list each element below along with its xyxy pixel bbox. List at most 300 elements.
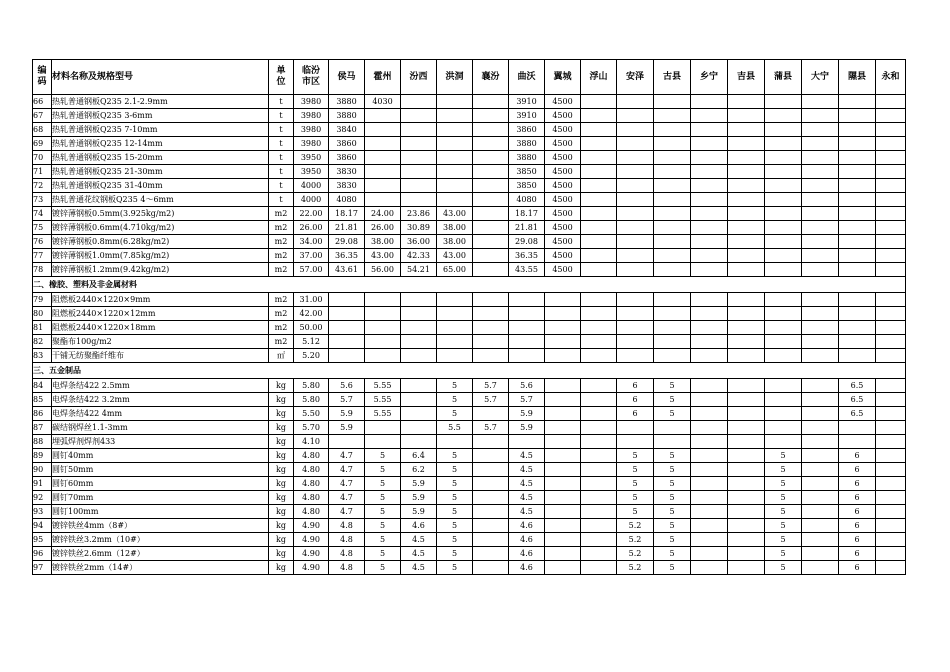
price-cell [617, 95, 654, 109]
price-cell: 5.6 [509, 379, 545, 393]
price-cell [802, 407, 839, 421]
price-cell [581, 249, 617, 263]
item-unit: t [269, 193, 294, 207]
column-header: 曲沃 [509, 60, 545, 95]
price-cell [473, 263, 509, 277]
price-cell: 4030 [365, 95, 401, 109]
price-cell [876, 335, 906, 349]
item-name: 镀锌薄钢板1.2mm(9.42kg/m2) [52, 263, 269, 277]
price-cell: 5.80 [294, 379, 329, 393]
item-name: 电焊条结422 4mm [52, 407, 269, 421]
price-cell [802, 207, 839, 221]
price-cell [691, 349, 728, 363]
price-cell [581, 463, 617, 477]
price-cell [654, 293, 691, 307]
column-header: 汾西 [401, 60, 437, 95]
price-cell [839, 193, 876, 207]
price-cell: 5 [654, 379, 691, 393]
price-cell [437, 435, 473, 449]
price-cell [581, 321, 617, 335]
price-cell [401, 421, 437, 435]
price-cell: 5.55 [365, 407, 401, 421]
price-cell [728, 249, 765, 263]
price-cell: 26.00 [294, 221, 329, 235]
price-cell [654, 95, 691, 109]
item-unit: kg [269, 491, 294, 505]
price-cell: 4.6 [401, 519, 437, 533]
table-row [33, 95, 906, 109]
price-cell: 3950 [294, 165, 329, 179]
price-cell [617, 207, 654, 221]
column-header: 临汾 市区 [294, 60, 329, 95]
price-cell: 5 [765, 477, 802, 491]
item-code: 92 [33, 491, 52, 505]
price-cell [581, 293, 617, 307]
price-cell [765, 335, 802, 349]
price-cell: 3980 [294, 95, 329, 109]
item-code: 87 [33, 421, 52, 435]
price-cell: 5 [365, 463, 401, 477]
price-cell [876, 179, 906, 193]
price-cell [401, 179, 437, 193]
price-cell: 4.5 [401, 561, 437, 575]
price-cell [728, 235, 765, 249]
price-cell [401, 435, 437, 449]
item-name: 热轧普通钢板Q235 15-20mm [52, 151, 269, 165]
price-cell: 4500 [545, 137, 581, 151]
price-cell: 5 [654, 463, 691, 477]
item-code: 79 [33, 293, 52, 307]
price-cell: 5 [654, 533, 691, 547]
price-cell: 4.80 [294, 463, 329, 477]
price-cell: 36.35 [509, 249, 545, 263]
price-cell [509, 435, 545, 449]
price-cell: 5.12 [294, 335, 329, 349]
price-cell [437, 307, 473, 321]
price-cell: 4000 [294, 179, 329, 193]
price-cell [509, 293, 545, 307]
price-cell [876, 463, 906, 477]
price-cell: 38.00 [437, 221, 473, 235]
item-unit: t [269, 179, 294, 193]
price-cell: 3850 [509, 179, 545, 193]
price-cell: 4.8 [329, 533, 365, 547]
item-unit: kg [269, 407, 294, 421]
price-cell [802, 109, 839, 123]
item-name: 埋弧焊剂焊剂433 [52, 435, 269, 449]
price-cell: 54.21 [401, 263, 437, 277]
price-cell [545, 435, 581, 449]
table-row [33, 393, 906, 407]
price-cell [691, 249, 728, 263]
price-cell [365, 123, 401, 137]
price-cell [473, 221, 509, 235]
price-cell: 3850 [509, 165, 545, 179]
price-cell [473, 293, 509, 307]
table-row [33, 221, 906, 235]
price-cell: 3910 [509, 95, 545, 109]
price-cell: 5 [654, 449, 691, 463]
price-cell [581, 519, 617, 533]
price-cell [839, 123, 876, 137]
price-cell: 6.2 [401, 463, 437, 477]
price-cell [581, 123, 617, 137]
price-cell: 6 [839, 449, 876, 463]
price-cell [654, 249, 691, 263]
price-cell [802, 477, 839, 491]
item-name: 圆钉60mm [52, 477, 269, 491]
price-cell [876, 137, 906, 151]
table-row [33, 321, 906, 335]
price-cell [876, 95, 906, 109]
price-cell [654, 123, 691, 137]
item-name: 镀锌铁丝3.2mm（10#） [52, 533, 269, 547]
price-cell [691, 165, 728, 179]
price-cell [802, 151, 839, 165]
price-cell [839, 179, 876, 193]
price-cell [728, 207, 765, 221]
price-cell [654, 263, 691, 277]
price-cell [802, 379, 839, 393]
price-cell [473, 179, 509, 193]
price-cell [765, 109, 802, 123]
table-row [33, 519, 906, 533]
price-cell [839, 95, 876, 109]
price-cell: 5 [365, 477, 401, 491]
column-header: 洪洞 [437, 60, 473, 95]
price-cell [876, 505, 906, 519]
price-cell [765, 151, 802, 165]
price-cell [401, 393, 437, 407]
price-cell [691, 407, 728, 421]
price-cell [802, 491, 839, 505]
price-cell [654, 421, 691, 435]
section-title: 二、橡胶、塑料及非金属材料 [33, 277, 906, 293]
column-header: 吉县 [728, 60, 765, 95]
price-cell [473, 519, 509, 533]
price-cell [876, 109, 906, 123]
price-cell [839, 249, 876, 263]
price-cell [401, 407, 437, 421]
price-cell [437, 349, 473, 363]
price-cell [728, 533, 765, 547]
price-cell: 5.9 [401, 491, 437, 505]
price-cell [545, 505, 581, 519]
price-cell [728, 561, 765, 575]
price-cell [765, 407, 802, 421]
item-unit: m2 [269, 335, 294, 349]
price-cell [617, 151, 654, 165]
item-code: 84 [33, 379, 52, 393]
price-cell [802, 179, 839, 193]
price-cell: 3980 [294, 137, 329, 151]
table-row [33, 505, 906, 519]
item-code: 66 [33, 95, 52, 109]
price-cell [401, 137, 437, 151]
price-cell: 5 [617, 491, 654, 505]
price-cell: 3840 [329, 123, 365, 137]
price-cell [473, 193, 509, 207]
price-cell [802, 293, 839, 307]
price-cell: 6 [839, 505, 876, 519]
price-cell [691, 179, 728, 193]
table-row [33, 193, 906, 207]
price-cell: 5.2 [617, 519, 654, 533]
price-cell [654, 193, 691, 207]
item-code: 80 [33, 307, 52, 321]
price-cell: 5.6 [329, 379, 365, 393]
price-cell: 6.4 [401, 449, 437, 463]
price-cell [473, 123, 509, 137]
price-cell: 5 [365, 547, 401, 561]
price-cell: 5.7 [509, 393, 545, 407]
price-cell [473, 249, 509, 263]
price-cell [545, 449, 581, 463]
price-cell: 3980 [294, 123, 329, 137]
item-code: 71 [33, 165, 52, 179]
price-cell: 43.00 [437, 249, 473, 263]
price-cell [765, 435, 802, 449]
price-cell [545, 477, 581, 491]
price-cell [765, 349, 802, 363]
price-cell [329, 321, 365, 335]
price-cell [401, 307, 437, 321]
price-cell [802, 235, 839, 249]
item-unit: kg [269, 463, 294, 477]
price-cell: 38.00 [437, 235, 473, 249]
price-cell [728, 165, 765, 179]
price-cell [691, 519, 728, 533]
price-cell: 5 [654, 519, 691, 533]
price-cell: 4.8 [329, 547, 365, 561]
price-cell [728, 321, 765, 335]
price-cell [654, 307, 691, 321]
price-cell [876, 449, 906, 463]
price-cell [765, 221, 802, 235]
column-header: 侯马 [329, 60, 365, 95]
item-name: 聚酯布100g/m2 [52, 335, 269, 349]
price-cell [728, 335, 765, 349]
price-cell [728, 491, 765, 505]
price-cell [401, 293, 437, 307]
price-cell [802, 307, 839, 321]
price-cell: 4.5 [509, 491, 545, 505]
price-cell: 5 [617, 449, 654, 463]
item-name: 干铺无纺聚酯纤维布 [52, 349, 269, 363]
price-cell: 4500 [545, 235, 581, 249]
price-cell [654, 435, 691, 449]
price-cell [437, 165, 473, 179]
item-unit: kg [269, 449, 294, 463]
price-cell [765, 193, 802, 207]
item-unit: t [269, 137, 294, 151]
price-cell [728, 263, 765, 277]
price-cell [691, 533, 728, 547]
price-cell: 18.17 [329, 207, 365, 221]
price-cell [802, 123, 839, 137]
price-cell [802, 165, 839, 179]
price-cell [728, 349, 765, 363]
item-unit: kg [269, 421, 294, 435]
price-cell [617, 435, 654, 449]
price-cell [545, 393, 581, 407]
table-row [33, 407, 906, 421]
price-cell: 42.33 [401, 249, 437, 263]
item-unit: kg [269, 379, 294, 393]
price-cell: 5 [654, 491, 691, 505]
item-code: 72 [33, 179, 52, 193]
price-cell [329, 435, 365, 449]
item-code: 77 [33, 249, 52, 263]
item-name: 阻燃板2440×1220×9mm [52, 293, 269, 307]
price-cell [581, 421, 617, 435]
price-cell: 65.00 [437, 263, 473, 277]
item-unit: m2 [269, 249, 294, 263]
price-cell [765, 179, 802, 193]
price-cell [691, 151, 728, 165]
price-cell: 5.9 [401, 477, 437, 491]
price-cell [839, 221, 876, 235]
price-cell [437, 293, 473, 307]
price-cell [654, 349, 691, 363]
price-cell: 43.61 [329, 263, 365, 277]
price-cell [401, 335, 437, 349]
item-unit: kg [269, 533, 294, 547]
price-cell: 4.7 [329, 505, 365, 519]
price-cell [728, 519, 765, 533]
price-cell: 5 [365, 533, 401, 547]
table-row [33, 235, 906, 249]
price-cell: 4500 [545, 123, 581, 137]
price-cell: 6 [617, 407, 654, 421]
price-cell [765, 207, 802, 221]
price-cell [728, 137, 765, 151]
price-cell [473, 491, 509, 505]
price-cell: 5 [765, 561, 802, 575]
price-cell: 5 [437, 491, 473, 505]
price-cell: 5 [654, 561, 691, 575]
price-cell: 29.08 [509, 235, 545, 249]
price-cell: 5 [365, 519, 401, 533]
price-cell: 56.00 [365, 263, 401, 277]
price-cell [473, 505, 509, 519]
price-cell: 5 [365, 491, 401, 505]
price-cell [581, 137, 617, 151]
price-cell [365, 165, 401, 179]
price-cell [728, 393, 765, 407]
item-name: 阻燃板2440×1220×12mm [52, 307, 269, 321]
table-body [33, 95, 906, 575]
price-cell [839, 349, 876, 363]
price-cell: 6.5 [839, 379, 876, 393]
item-code: 96 [33, 547, 52, 561]
price-cell: 5 [765, 491, 802, 505]
price-cell [802, 421, 839, 435]
price-cell [802, 449, 839, 463]
price-cell: 5 [365, 561, 401, 575]
price-cell: 4500 [545, 95, 581, 109]
price-cell [876, 379, 906, 393]
price-cell [617, 349, 654, 363]
item-unit: m2 [269, 307, 294, 321]
price-cell [802, 137, 839, 151]
section-row [33, 277, 906, 293]
price-cell [691, 193, 728, 207]
price-cell: 3860 [329, 151, 365, 165]
price-cell [691, 463, 728, 477]
price-cell: 6 [839, 477, 876, 491]
price-cell [509, 321, 545, 335]
price-cell [802, 95, 839, 109]
price-cell [473, 137, 509, 151]
price-cell: 21.81 [509, 221, 545, 235]
price-cell [691, 123, 728, 137]
price-cell: 4500 [545, 165, 581, 179]
item-code: 67 [33, 109, 52, 123]
item-code: 94 [33, 519, 52, 533]
price-cell [545, 349, 581, 363]
price-cell: 4080 [329, 193, 365, 207]
price-cell [691, 379, 728, 393]
price-cell: 5.2 [617, 561, 654, 575]
price-cell [365, 421, 401, 435]
price-cell [473, 165, 509, 179]
price-table [32, 59, 906, 575]
price-cell [654, 235, 691, 249]
price-cell [728, 379, 765, 393]
item-unit: t [269, 151, 294, 165]
column-header: 永和 [876, 60, 906, 95]
item-name: 镀锌铁丝2.6mm（12#） [52, 547, 269, 561]
price-cell: 4.80 [294, 477, 329, 491]
price-cell: 5 [365, 449, 401, 463]
table-row [33, 533, 906, 547]
price-cell [802, 435, 839, 449]
table-row [33, 123, 906, 137]
price-cell: 5.55 [365, 379, 401, 393]
price-cell [581, 547, 617, 561]
price-cell [691, 421, 728, 435]
price-cell [437, 151, 473, 165]
price-cell [437, 321, 473, 335]
price-cell [876, 207, 906, 221]
price-cell [581, 561, 617, 575]
price-cell [728, 95, 765, 109]
price-cell: 5 [437, 561, 473, 575]
item-code: 69 [33, 137, 52, 151]
item-unit: m2 [269, 293, 294, 307]
price-cell: 6 [617, 393, 654, 407]
item-name: 热轧普通钢板Q235 2.1-2.9mm [52, 95, 269, 109]
price-cell [473, 349, 509, 363]
price-cell [581, 379, 617, 393]
price-cell: 24.00 [365, 207, 401, 221]
price-cell: 5 [437, 533, 473, 547]
price-cell: 5 [617, 505, 654, 519]
price-cell: 29.08 [329, 235, 365, 249]
item-code: 85 [33, 393, 52, 407]
price-cell [876, 519, 906, 533]
price-cell [839, 307, 876, 321]
item-name: 热轧普通钢板Q235 3-6mm [52, 109, 269, 123]
price-cell: 5 [437, 407, 473, 421]
price-cell [802, 533, 839, 547]
price-cell [728, 109, 765, 123]
price-cell: 5 [617, 463, 654, 477]
price-cell [691, 137, 728, 151]
price-cell [876, 533, 906, 547]
item-code: 91 [33, 477, 52, 491]
